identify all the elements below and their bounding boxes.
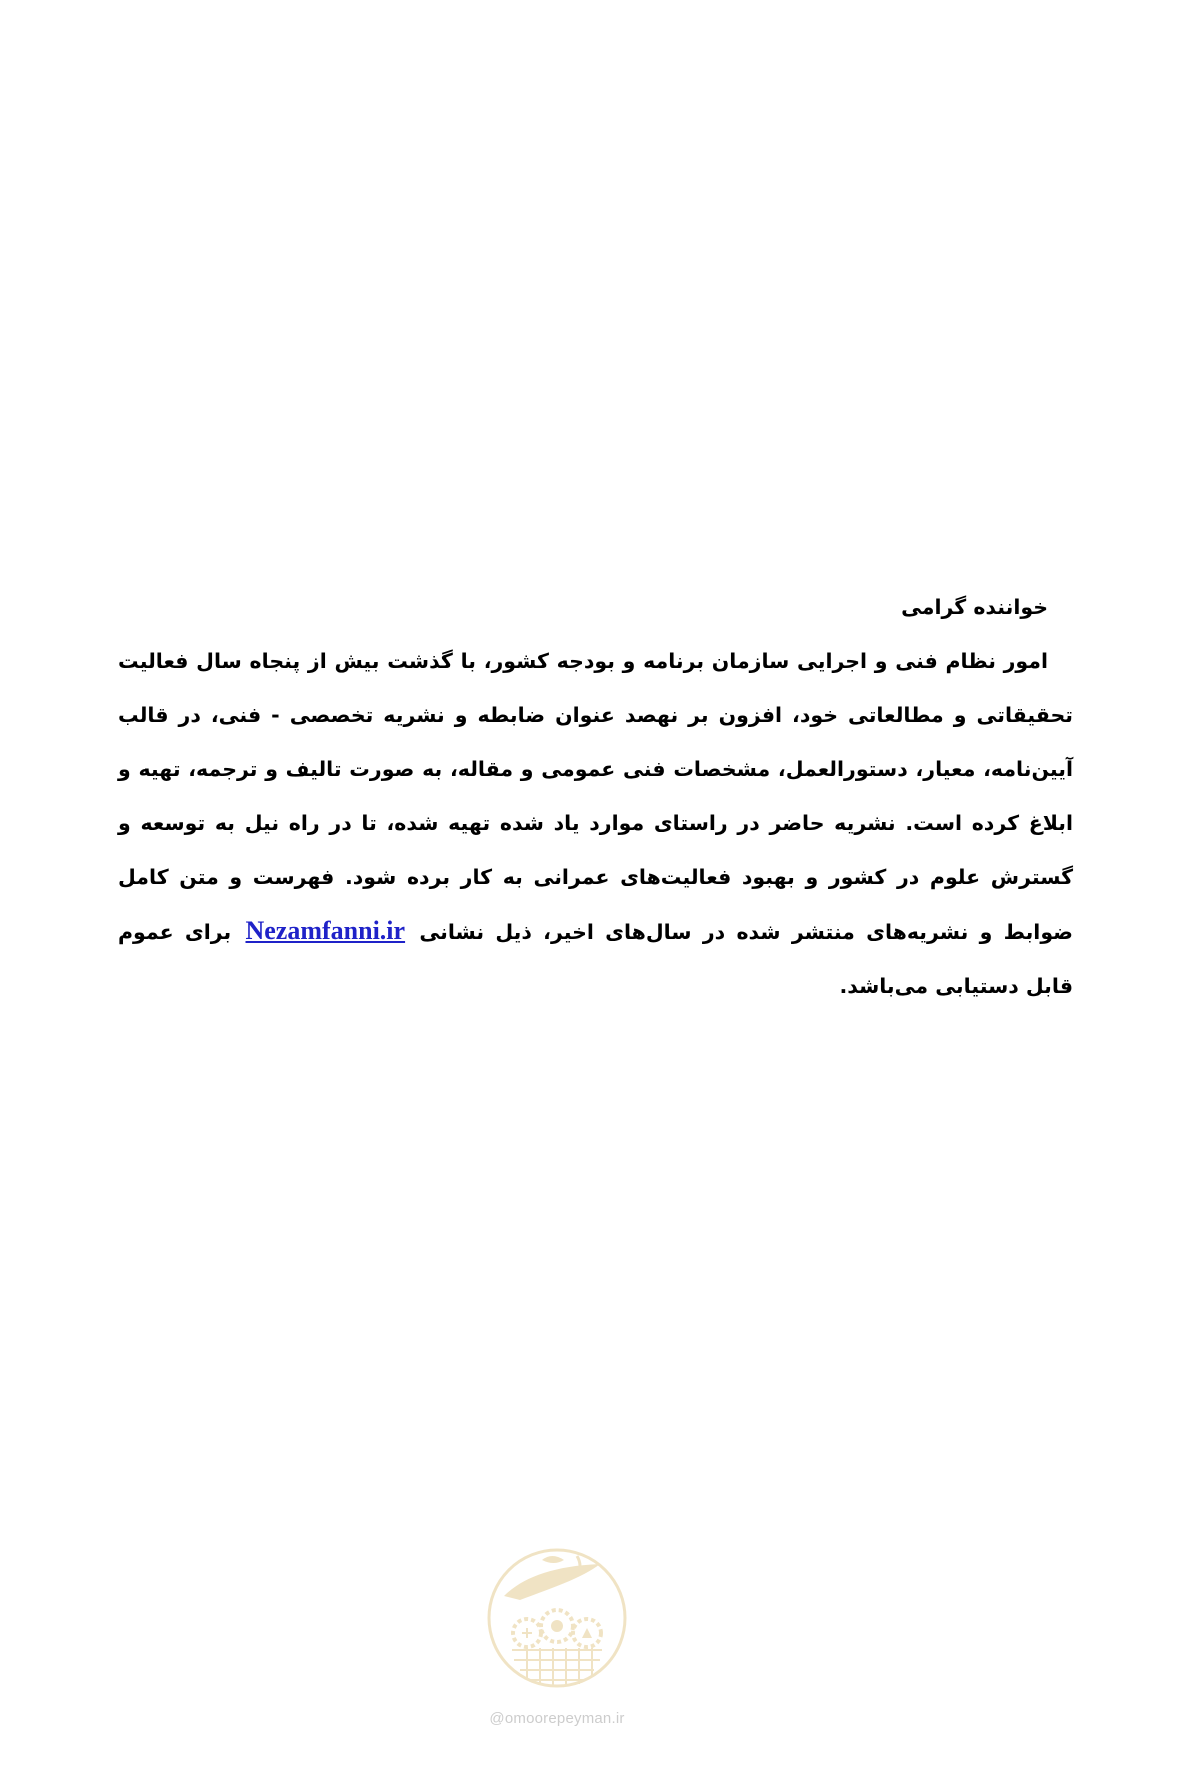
- greeting-heading: خواننده گرامی: [901, 595, 1048, 619]
- watermark-logo: [482, 1568, 632, 1778]
- reader-notice: [118, 580, 1073, 1013]
- omoor-peyman-emblem-icon: [482, 1538, 632, 1708]
- nezamfanni-link[interactable]: Nezamfanni.ir: [245, 916, 406, 945]
- paragraph-text: امور نظام فنی و اجرایی سازمان برنامه و بودجه کشور، با گذشت بیش از پنجاه سال فعالیت تحقیقاتی و مطالعاتی خود، افزون بر نهصد عنوان ضابطه و نشریه تخصصی - فنی، در قالب آیین‌نامه، معیار، دستورالعمل، مشخصات فنی عمومی و مقاله، به صورت تالیف و ترجمه، تهیه و ابلاغ کرده است. نشریه حاضر در راستای موارد یاد شده تهیه شده، تا در راه نیل به توسعه و گسترش علوم در کشور و بهبود فعالیت‌های عمرانی به کار برده شود. فهرست و متن کامل ضوابط و نشریه‌های منتشر شده در سال‌های اخیر، ذیل نشانی: [118, 649, 1073, 944]
- notice-paragraph: [118, 634, 1073, 1013]
- paragraph-ending: برای عموم قابل دستیابی می‌باشد.: [118, 920, 1073, 998]
- watermark-caption: @omoorepeyman.ir: [489, 1710, 625, 1727]
